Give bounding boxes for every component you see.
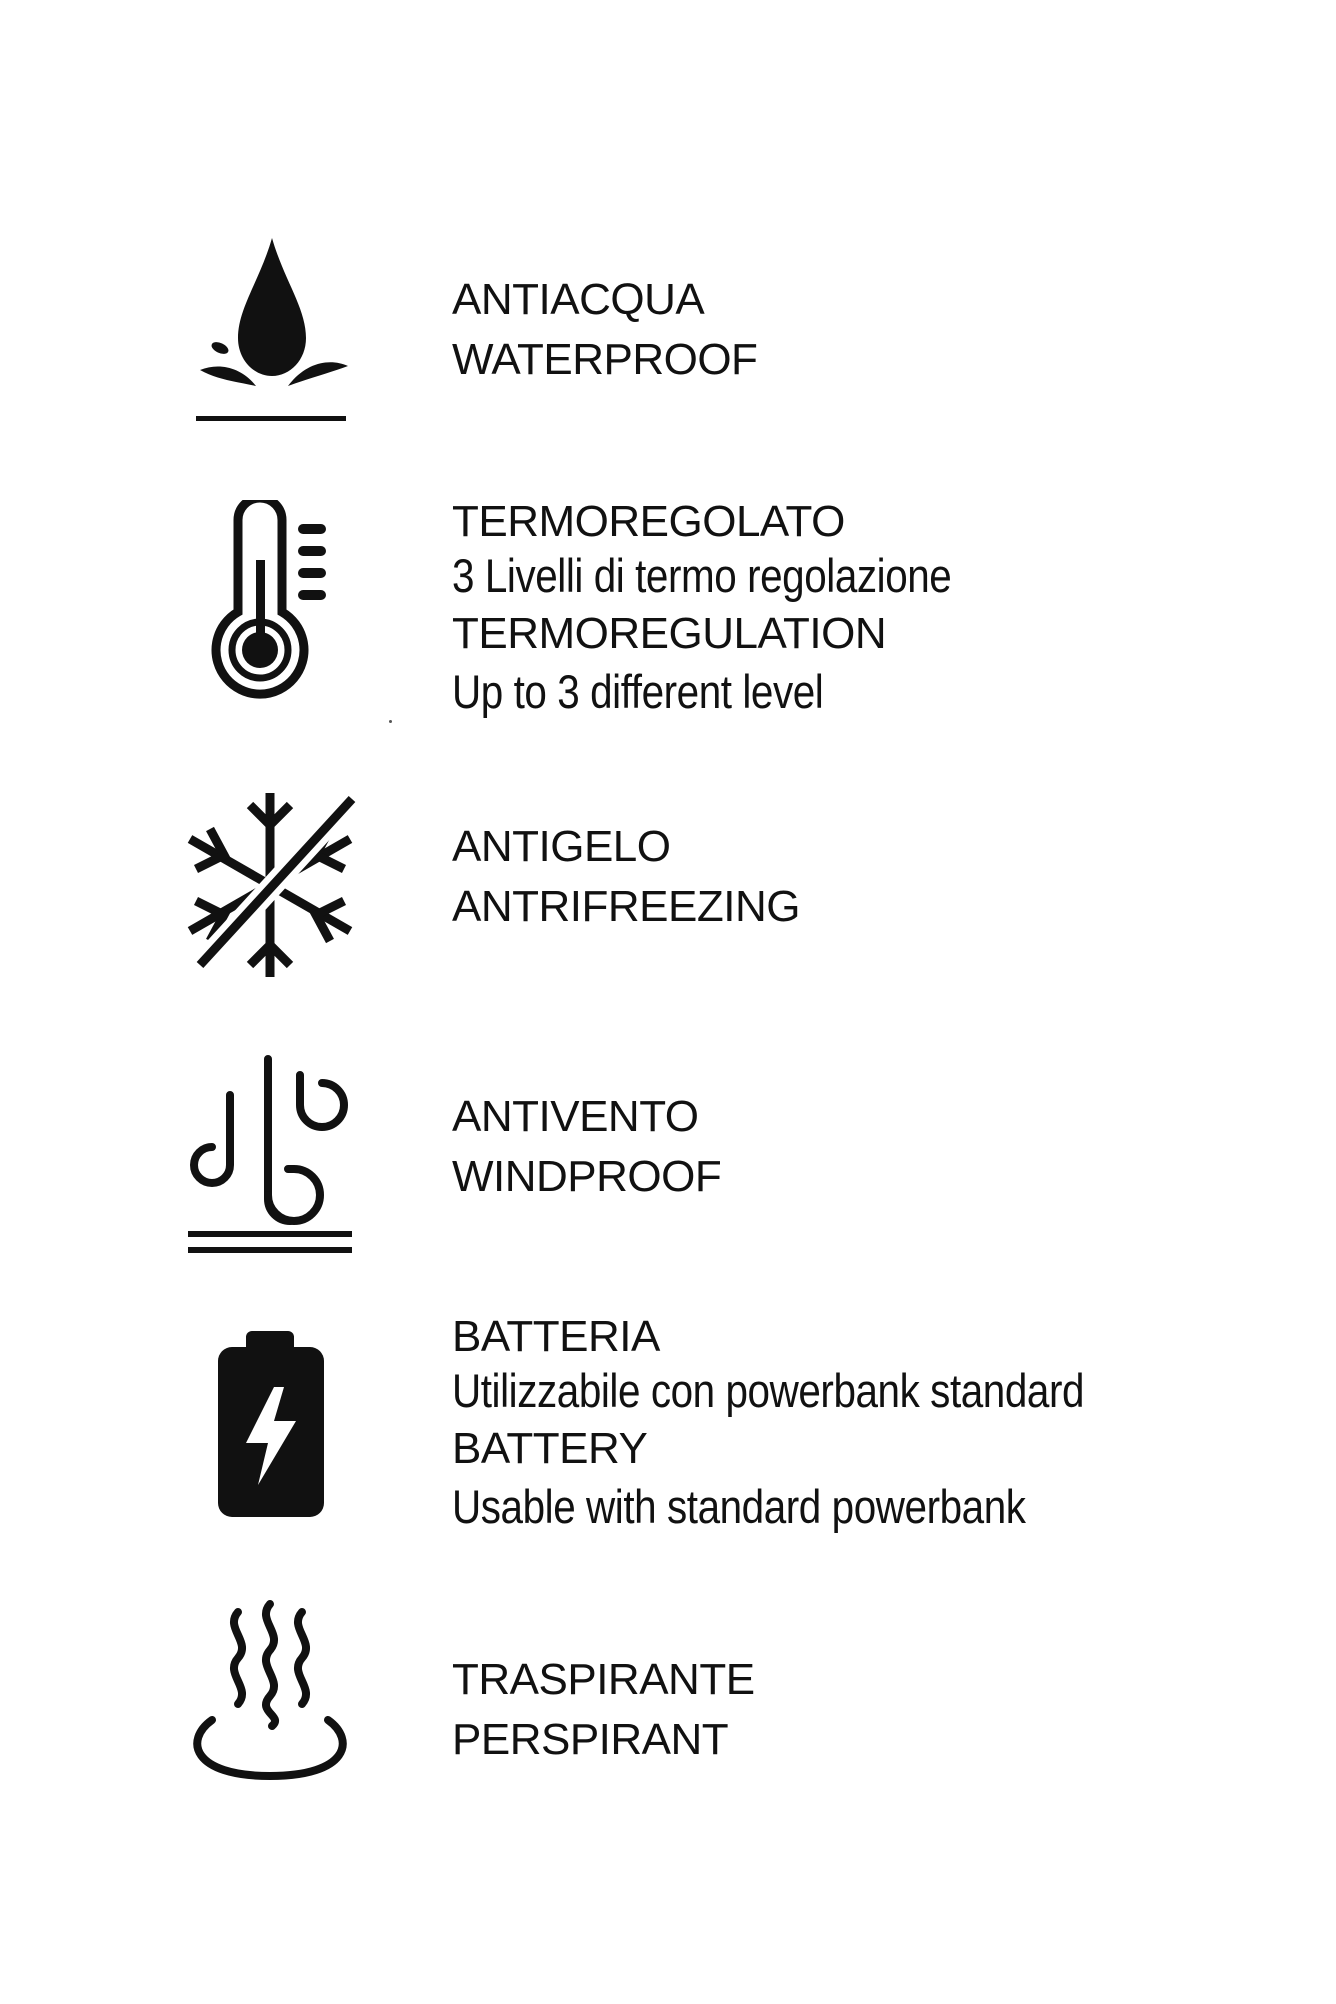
- stray-dot: [389, 720, 392, 723]
- feature-title-it: ANTIVENTO: [452, 1092, 699, 1141]
- feature-desc-en: Up to 3 different level: [452, 665, 824, 718]
- snowflake-crossed-icon: [180, 785, 360, 985]
- feature-text: [452, 1650, 755, 1770]
- water-drop-icon: [180, 230, 360, 430]
- feature-text: [452, 817, 800, 937]
- feature-desc-en: Usable with standard powerbank: [452, 1480, 1026, 1533]
- battery-icon: [180, 1325, 360, 1525]
- feature-title-en: PERSPIRANT: [452, 1715, 729, 1764]
- feature-desc-it: Utilizzabile con powerbank standard: [452, 1364, 1085, 1417]
- feature-title-en: WINDPROOF: [452, 1152, 722, 1201]
- thermometer-icon: [180, 500, 360, 700]
- feature-title-it: ANTIGELO: [452, 822, 671, 871]
- feature-title-it: TRASPIRANTE: [452, 1655, 755, 1704]
- feature-title-it: BATTERIA: [452, 1312, 660, 1361]
- feature-title-en: TERMOREGULATION: [452, 609, 887, 658]
- feature-text: [452, 1311, 1187, 1535]
- steam-icon: [180, 1600, 360, 1800]
- feature-title-en: WATERPROOF: [452, 335, 758, 384]
- feature-text: [452, 270, 757, 390]
- feature-title-en: ANTRIFREEZING: [452, 882, 800, 931]
- wind-icon: [180, 1055, 360, 1255]
- feature-title-it: TERMOREGOLATO: [452, 497, 845, 546]
- feature-title-en: BATTERY: [452, 1424, 648, 1473]
- feature-desc-it: 3 Livelli di termo regolazione: [452, 549, 952, 602]
- feature-text: [452, 496, 1033, 720]
- feature-text: [452, 1087, 721, 1207]
- feature-title-it: ANTIACQUA: [452, 275, 705, 324]
